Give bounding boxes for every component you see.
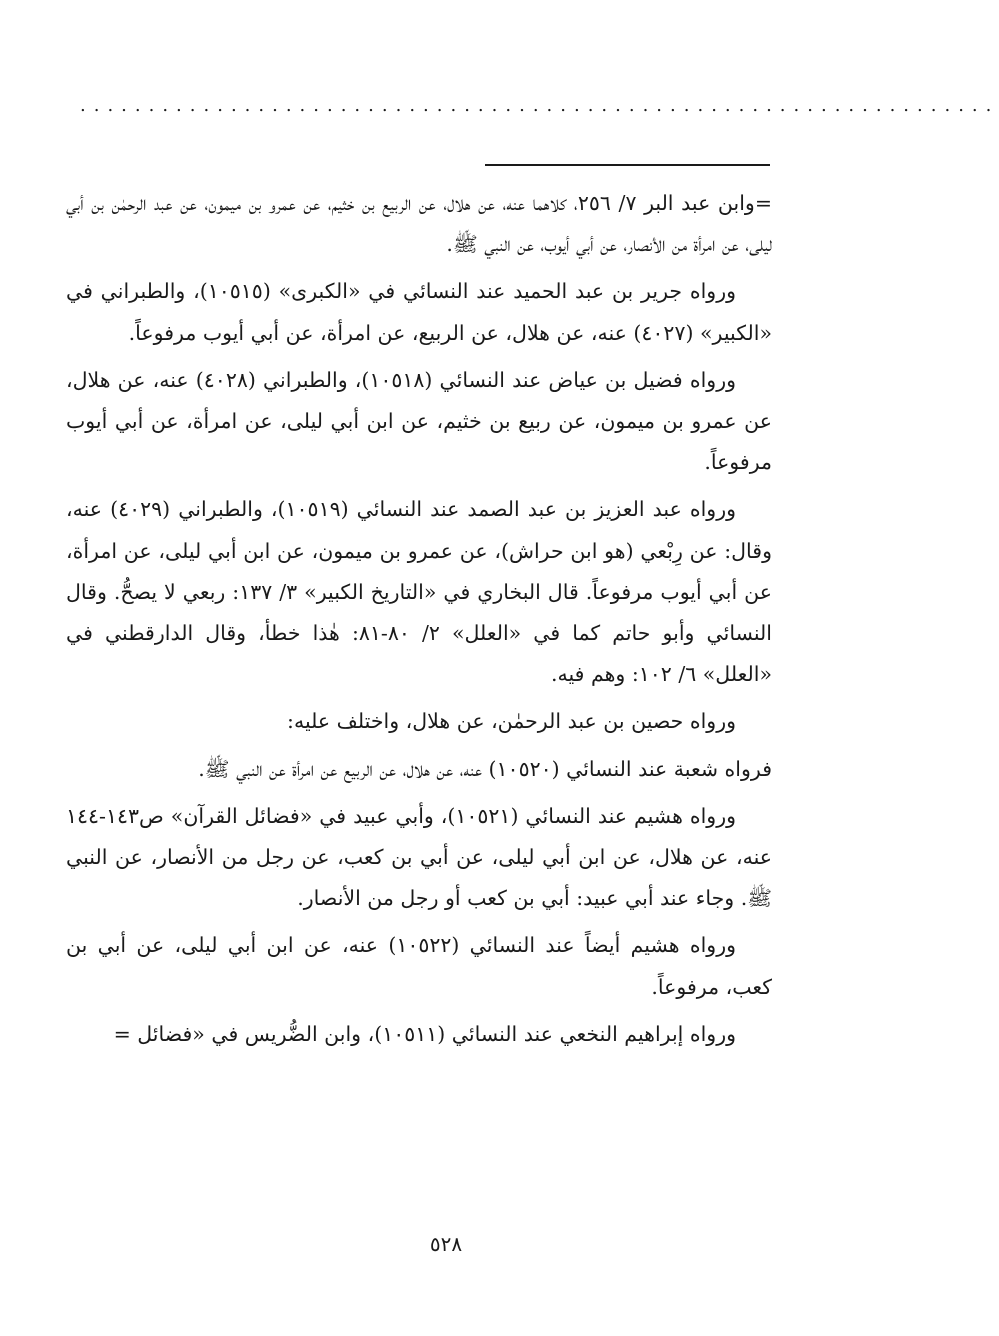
footnote-paragraph: فرواه شعبة عند النسائي (١٠٥٢٠) عنه، عن هلال، عن الربيع عن امرأة عن النبي ﷺ.	[198, 756, 772, 781]
separator-dots: ...................................................................	[80, 95, 999, 116]
footnote-paragraph: ورواه جرير بن عبد الحميد عند النسائي في «الكبرى» (١٠٥١٥)، والطبراني في «الكبير» (٤٠٢٧) عنه، عن هلال، عن الربيع، عن امرأة، عن أبي أيوب مرفوعاً.	[66, 279, 772, 345]
footnote-paragraph: ورواه هشيم عند النسائي (١٠٥٢١)، وأبي عبيد في «فضائل القرآن» ص١٤٣-١٤٤ عنه، عن هلال، عن ابن أبي ليلى، عن أبي بن كعب، عن رجل من الأنصار، عن النبي ﷺ. وجاء عند أبي عبيد: أبي بن كعب أو رجل من الأنصار.	[66, 803, 772, 911]
footnote-paragraph: ورواه فضيل بن عياض عند النسائي (١٠٥١٨)، والطبراني (٤٠٢٨) عنه، عن هلال، عن عمرو بن ميمون، عن ربيع بن خثيم، عن ابن أبي ليلى، عن امرأة، عن أبي أيوب مرفوعاً.	[66, 367, 772, 475]
page-number: ٥٢٨	[429, 1232, 463, 1256]
footnote-paragraph: =وابن عبد البر ٧/ ٢٥٦، كلاهما عنه، عن هلال، عن الربيع بن خثيم، عن عمرو بن ميمون، عن عبد الرحمٰن بن أبي ليلى، عن امرأة من الأنصار، عن أبي أيوب، عن النبي ﷺ.	[66, 191, 772, 257]
footnote-paragraph: ورواه هشيم أيضاً عند النسائي (١٠٥٢٢) عنه، عن ابن أبي ليلى، عن أبي بن كعب، مرفوعاً.	[66, 933, 772, 999]
footnote-rule	[485, 164, 770, 166]
footnote-paragraph: ورواه إبراهيم النخعي عند النسائي (١٠٥١١)، وابن الضُّريس في «فضائل =	[113, 1021, 736, 1046]
footnotes-block	[66, 183, 772, 1061]
footnote-paragraph: ورواه حصين بن عبد الرحمٰن، عن هلال، واختلف عليه:	[287, 709, 736, 734]
footnote-paragraph: ورواه عبد العزيز بن عبد الصمد عند النسائي (١٠٥١٩)، والطبراني (٤٠٢٩) عنه، وقال: عن رِبْعي (هو ابن حراش)، عن عمرو بن ميمون، عن ابن أبي ليلى، عن امرأة، عن أبي أيوب مرفوعاً. قال البخاري في «التاريخ الكبير» ٣/ ١٣٧: ربعي لا يصحُّ. وقال النسائي وأبو حاتم كما في «العلل» ٢/ ٨٠-٨١: هٰذا خطأ، وقال الدارقطني في «العلل» ٦/ ١٠٢: وهم فيه.	[66, 497, 772, 687]
